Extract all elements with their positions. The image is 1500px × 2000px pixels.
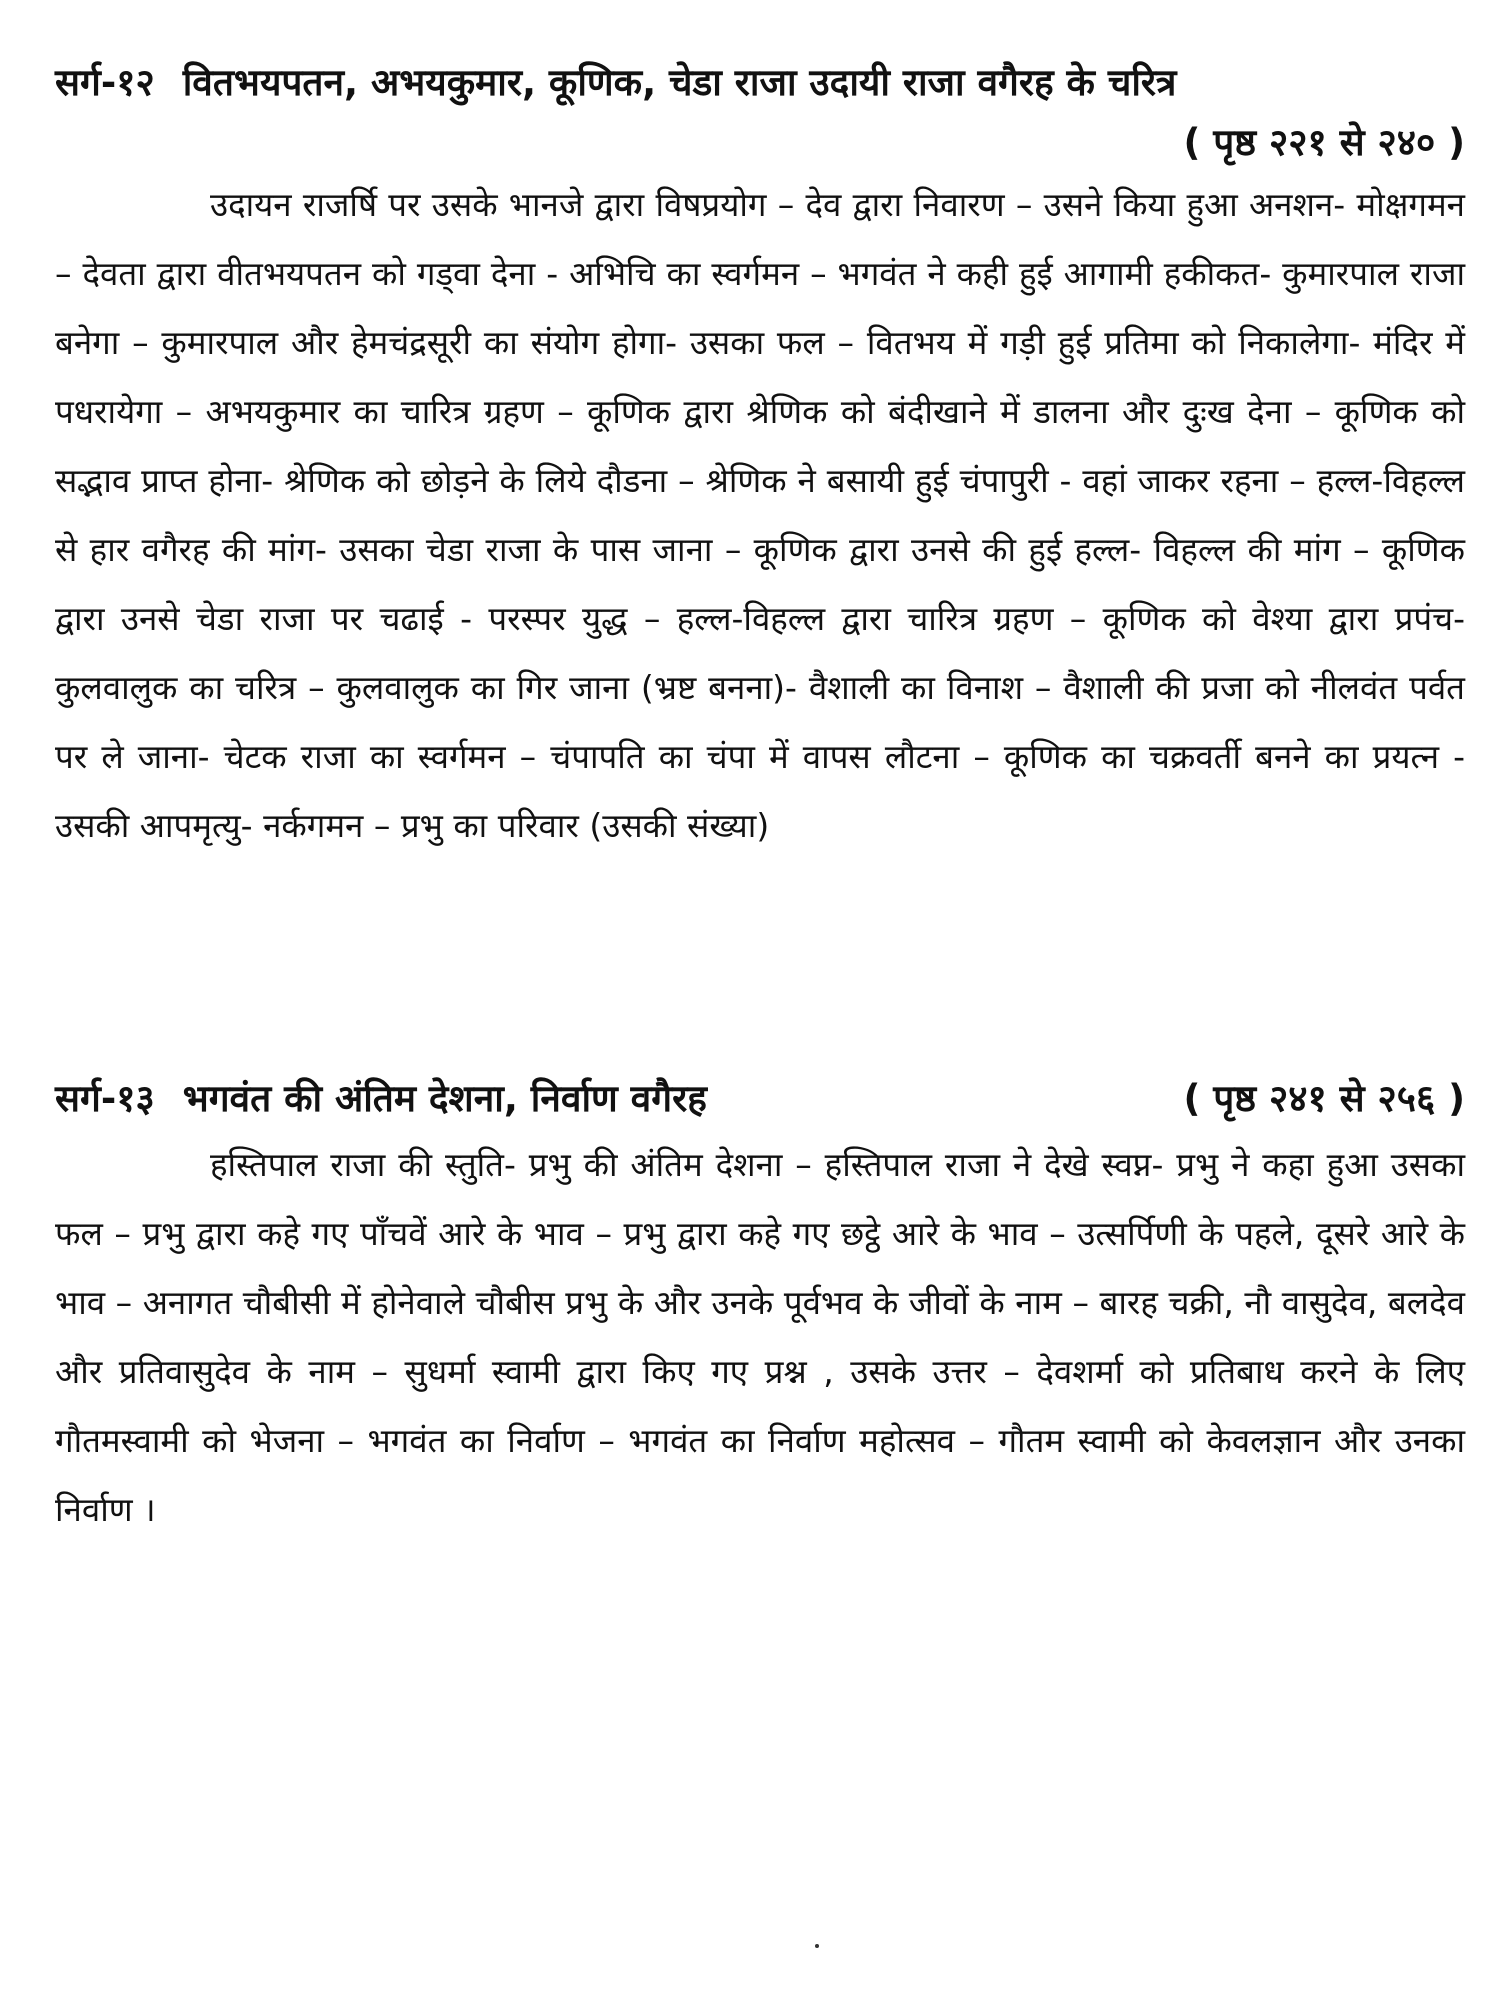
sarg-label: सर्ग-१२	[55, 61, 155, 104]
sarg-label: सर्ग-१३	[55, 1077, 155, 1120]
page-reference: ( पृष्ठ २४१ से २५६ )	[1183, 1077, 1465, 1120]
section-heading	[55, 1074, 1465, 1124]
page-reference: ( पृष्ठ २२१ से २४० )	[1183, 121, 1465, 164]
section-title: वितभयपतन, अभयकुमार, कूणिक, चेडा राजा उदायी राजा वगैरह के चरित्र	[182, 61, 1177, 104]
section-title: भगवंत की अंतिम देशना, निर्वाण वगैरह	[182, 1077, 707, 1120]
section-body: हस्तिपाल राजा की स्तुति- प्रभु की अंतिम देशना – हस्तिपाल राजा ने देखे स्वप्न- प्रभु ने कहा हुआ उसका फल – प्रभु द्वारा कहे गए पाँचवें आरे के भाव – प्रभु द्वारा कहे गए छट्ठे आरे के भाव – उत्सर्पिणी के पहले, दूसरे आरे के भाव – अनागत चौबीसी में होनेवाले चौबीस प्रभु के और उनके पूर्वभव के जीवों के नाम – बारह चक्री, नौ वासुदेव, बलदेव और प्रतिवासुदेव के नाम – सुधर्मा स्वामी द्वारा किए गए प्रश्न , उसके उत्तर – देवशर्मा को प्रतिबाध करने के लिए गौतमस्वामी को भेजना – भगवंत का निर्वाण – भगवंत का निर्वाण महोत्सव – गौतम स्वामी को केवलज्ञान और उनका निर्वाण ।	[55, 1145, 1465, 1529]
section-heading	[55, 58, 1465, 108]
scan-dot	[815, 1944, 819, 1948]
section-body: उदायन राजर्षि पर उसके भानजे द्वारा विषप्रयोग – देव द्वारा निवारण – उसने किया हुआ अनशन- मोक्षगमन – देवता द्वारा वीतभयपतन को गड्वा देना - अभिचि का स्वर्गमन – भगवंत ने कही हुई आगामी हकीकत- कुमारपाल राजा बनेगा – कुमारपाल और हेमचंद्रसूरी का संयोग होगा- उसका फल – वितभय में गड़ी हुई प्रतिमा को निकालेगा- मंदिर में पधरायेगा – अभयकुमार का चारित्र ग्रहण – कूणिक द्वारा श्रेणिक को बंदीखाने में डालना और दुःख देना – कूणिक को सद्भाव प्राप्त होना- श्रेणिक को छोड़ने के लिये दौडना – श्रेणिक ने बसायी हुई चंपापुरी - वहां जाकर रहना – हल्ल-विहल्ल से हार वगैरह की मांग- उसका चेडा राजा के पास जाना – कूणिक द्वारा उनसे की हुई हल्ल- विहल्ल की मांग – कूणिक द्वारा उनसे चेडा राजा पर चढाई - परस्पर युद्ध – हल्ल-विहल्ल द्वारा चारित्र ग्रहण – कूणिक को वेश्या द्वारा प्रपंच- कुलवालुक का चरित्र – कुलवालुक का गिर जाना (भ्रष्ट बनना)- वैशाली का विनाश – वैशाली की प्रजा को नीलवंत पर्वत पर ले जाना- चेटक राजा का स्वर्गमन – चंपापति का चंपा में वापस लौटना – कूणिक का चक्रवर्ती बनने का प्रयत्न - उसकी आपमृत्यु- नर्कगमन – प्रभु का परिवार (उसकी संख्या)	[55, 185, 1465, 845]
section-sarg-12	[55, 58, 1465, 860]
section-sarg-13	[55, 1074, 1465, 1544]
